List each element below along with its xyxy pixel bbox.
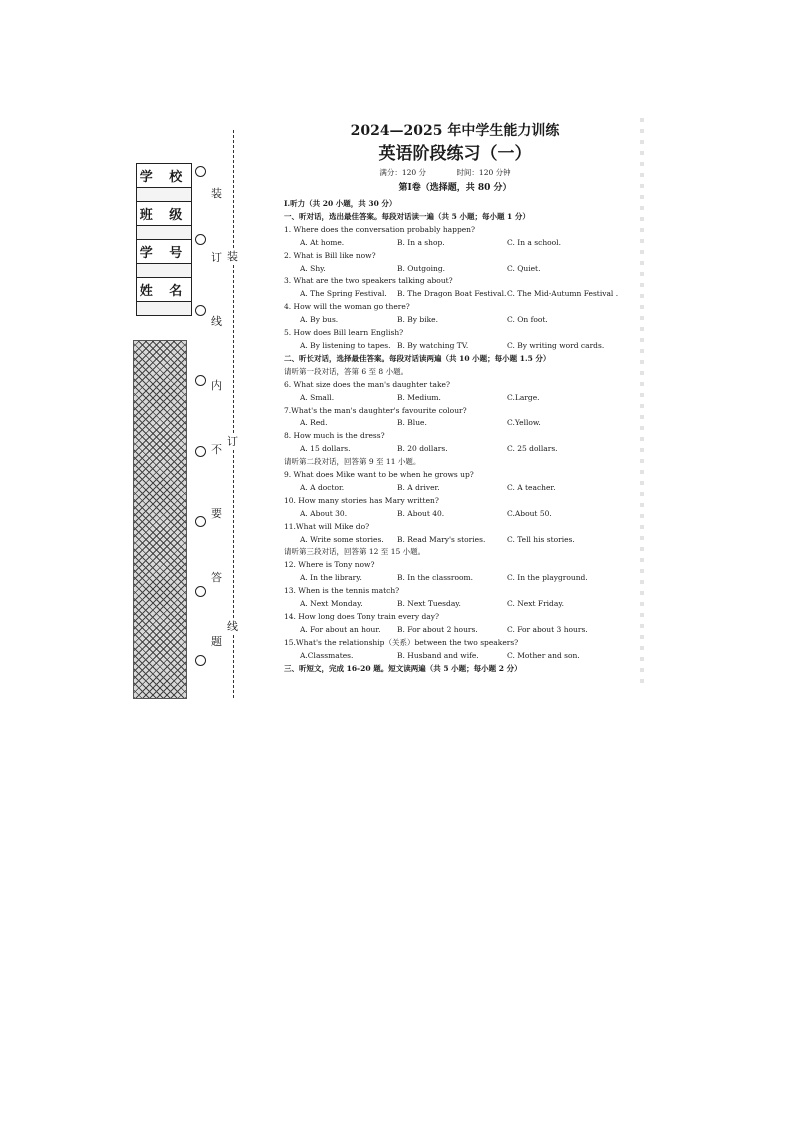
option-b[interactable]: B. A driver. [397, 482, 440, 492]
conversation-instruction: 请听第二段对话，回答第 9 至 11 小题。 [284, 457, 421, 467]
school-label: 学 校 [137, 164, 191, 188]
answer-options [284, 288, 636, 301]
option-a[interactable]: A. 15 dollars. [300, 444, 351, 454]
question-text: 9. What does Mike want to be when he grows up? [284, 470, 474, 480]
binding-text: 装 [227, 250, 238, 263]
option-c[interactable]: C.About 50. [507, 508, 552, 518]
exam-subtitle: 英语阶段练习（一） [378, 144, 532, 164]
answer-options [284, 482, 636, 495]
option-b[interactable]: B. In a shop. [397, 237, 445, 247]
bleed-through [640, 118, 644, 688]
binding-line [233, 130, 234, 698]
option-a[interactable]: A. Small. [300, 392, 335, 402]
question-text: 15.What's the relationship（关系）between the two speakers? [284, 637, 519, 647]
score-text: 满分：120 分 [379, 168, 427, 177]
answer-options [284, 340, 636, 353]
question-group [284, 469, 636, 546]
section-instruction: 一、听对话，选出最佳答案。每段对话读一遍（共 5 小题；每小题 1 分） [284, 211, 530, 221]
option-a[interactable]: A. Next Monday. [300, 599, 363, 609]
binding-hole [195, 586, 206, 597]
option-b[interactable]: B. Next Tuesday. [397, 599, 461, 609]
option-a[interactable]: A. Shy. [300, 263, 326, 273]
question-text: 14. How long does Tony train every day? [284, 612, 440, 621]
option-c[interactable]: C. Quiet. [507, 263, 541, 273]
option-a[interactable]: A. About 30. [300, 508, 348, 518]
exam-title: 2024—2025 年中学生能力训练 [350, 123, 560, 139]
question-text: 10. How many stories has Mary written? [284, 495, 439, 505]
option-c[interactable]: C. The Mid-Autumn Festival . [507, 289, 619, 299]
option-a[interactable]: A. Write some stories. [300, 534, 384, 544]
option-b[interactable]: B. Husband and wife. [397, 650, 479, 660]
option-a[interactable]: A. Red. [300, 418, 328, 428]
answer-options [284, 572, 636, 585]
exam-content [284, 120, 636, 676]
option-a[interactable]: A. The Spring Festival. [300, 289, 387, 299]
option-c[interactable]: C. On foot. [507, 315, 548, 325]
answer-options [284, 598, 636, 611]
binding-text: 要 [211, 507, 222, 520]
binding-text: 题 [211, 635, 222, 648]
time-text: 时间：120 分钟 [456, 168, 511, 177]
answer-options [284, 417, 636, 430]
question-group [284, 379, 636, 456]
option-a[interactable]: A. A doctor. [300, 482, 345, 492]
binding-hole [195, 516, 206, 527]
option-b[interactable]: B. The Dragon Boat Festival. [397, 289, 507, 299]
option-a[interactable]: A. By bus. [300, 315, 339, 325]
question-text: 6. What size does the man's daughter take? [284, 379, 450, 389]
option-b[interactable]: B. In the classroom. [397, 573, 474, 583]
security-pattern [133, 340, 187, 699]
option-c[interactable]: C. By writing word cards. [507, 340, 605, 350]
exam-meta [254, 166, 636, 179]
answer-options [284, 443, 636, 456]
option-b[interactable]: B. Medium. [397, 392, 441, 402]
question-group [284, 224, 636, 353]
question-text: 3. What are the two speakers talking about? [284, 276, 453, 286]
question-text: 13. When is the tennis match? [284, 586, 400, 596]
answer-options [284, 534, 636, 547]
binding-hole [195, 305, 206, 316]
section-instruction: 二、听长对话，选择最佳答案。每段对话读两遍（共 10 小题；每小题 1.5 分） [284, 353, 551, 363]
class-field[interactable] [137, 226, 191, 240]
option-b[interactable]: B. For about 2 hours. [397, 624, 478, 634]
question-text: 11.What will Mike do? [284, 521, 370, 531]
school-field[interactable] [137, 188, 191, 202]
option-b[interactable]: B. Outgoing. [397, 263, 446, 273]
conversation-instruction: 请听第三段对话，回答第 12 至 15 小题。 [284, 547, 426, 557]
answer-options [284, 314, 636, 327]
binding-text: 订 [211, 251, 222, 264]
answer-options [284, 263, 636, 276]
conversation-instruction: 请听第一段对话，答第 6 至 8 小题。 [284, 366, 409, 376]
binding-hole [195, 655, 206, 666]
student-info-box [136, 163, 192, 316]
student-number-field[interactable] [137, 264, 191, 278]
question-text: 2. What is Bill like now? [284, 250, 376, 260]
option-c[interactable]: C. Next Friday. [507, 599, 564, 609]
option-b[interactable]: B. By bike. [397, 315, 438, 325]
option-b[interactable]: B. Blue. [397, 418, 427, 428]
question-text: 7.What's the man's daughter's favourite colour? [284, 405, 467, 415]
answer-options [284, 650, 636, 663]
student-number-label: 学 号 [137, 240, 191, 264]
question-text: 1. Where does the conversation probably happen? [284, 224, 476, 234]
option-b[interactable]: B. Read Mary's stories. [397, 534, 486, 544]
option-a[interactable]: A. In the library. [300, 573, 362, 583]
class-label: 班 级 [137, 202, 191, 226]
option-c[interactable]: C. In the playground. [507, 573, 588, 583]
binding-text: 线 [227, 620, 238, 633]
option-c[interactable]: C. For about 3 hours. [507, 624, 588, 634]
option-c[interactable]: C. In a school. [507, 237, 561, 247]
answer-options [284, 392, 636, 405]
option-c[interactable]: C.Large. [507, 392, 540, 402]
binding-text: 不 [211, 443, 222, 456]
section-heading: Ⅰ.听力（共 20 小题，共 30 分） [284, 199, 397, 208]
option-c[interactable]: C. A teacher. [507, 482, 556, 492]
binding-hole [195, 234, 206, 245]
option-b[interactable]: B. By watching TV. [397, 340, 469, 350]
binding-text: 装 [211, 187, 222, 200]
binding-hole [195, 375, 206, 386]
option-c[interactable]: C. Mother and son. [507, 650, 580, 660]
binding-text: 内 [211, 379, 222, 392]
name-label: 姓 名 [137, 278, 191, 302]
binding-hole [195, 166, 206, 177]
question-group [284, 559, 636, 662]
option-a[interactable]: A. For about an hour. [300, 624, 381, 634]
answer-options [284, 624, 636, 637]
option-c[interactable]: C. Tell his stories. [507, 534, 575, 544]
option-a[interactable]: A. By listening to tapes. [300, 340, 391, 350]
option-b[interactable]: B. About 40. [397, 508, 445, 518]
binding-hole [195, 446, 206, 457]
question-text: 4. How will the woman go there? [284, 302, 410, 312]
question-text: 8. How much is the dress? [284, 431, 385, 441]
option-b[interactable]: B. 20 dollars. [397, 444, 448, 454]
option-a[interactable]: A. At home. [300, 237, 345, 247]
option-c[interactable]: C. 25 dollars. [507, 444, 558, 454]
binding-text: 订 [227, 435, 238, 448]
binding-text: 线 [211, 315, 222, 328]
option-a[interactable]: A.Classmates. [300, 650, 354, 660]
binding-text: 答 [211, 571, 222, 584]
question-text: 5. How does Bill learn English? [284, 328, 404, 338]
name-field[interactable] [137, 302, 191, 315]
question-text: 12. Where is Tony now? [284, 560, 375, 570]
part-heading: 第Ⅰ卷（选择题，共 80 分） [398, 183, 512, 193]
answer-options [284, 508, 636, 521]
section-instruction: 三、听短文，完成 16-20 题。短文读两遍（共 5 小题；每小题 2 分） [284, 663, 522, 673]
option-c[interactable]: C.Yellow. [507, 418, 541, 428]
answer-options [284, 237, 636, 250]
